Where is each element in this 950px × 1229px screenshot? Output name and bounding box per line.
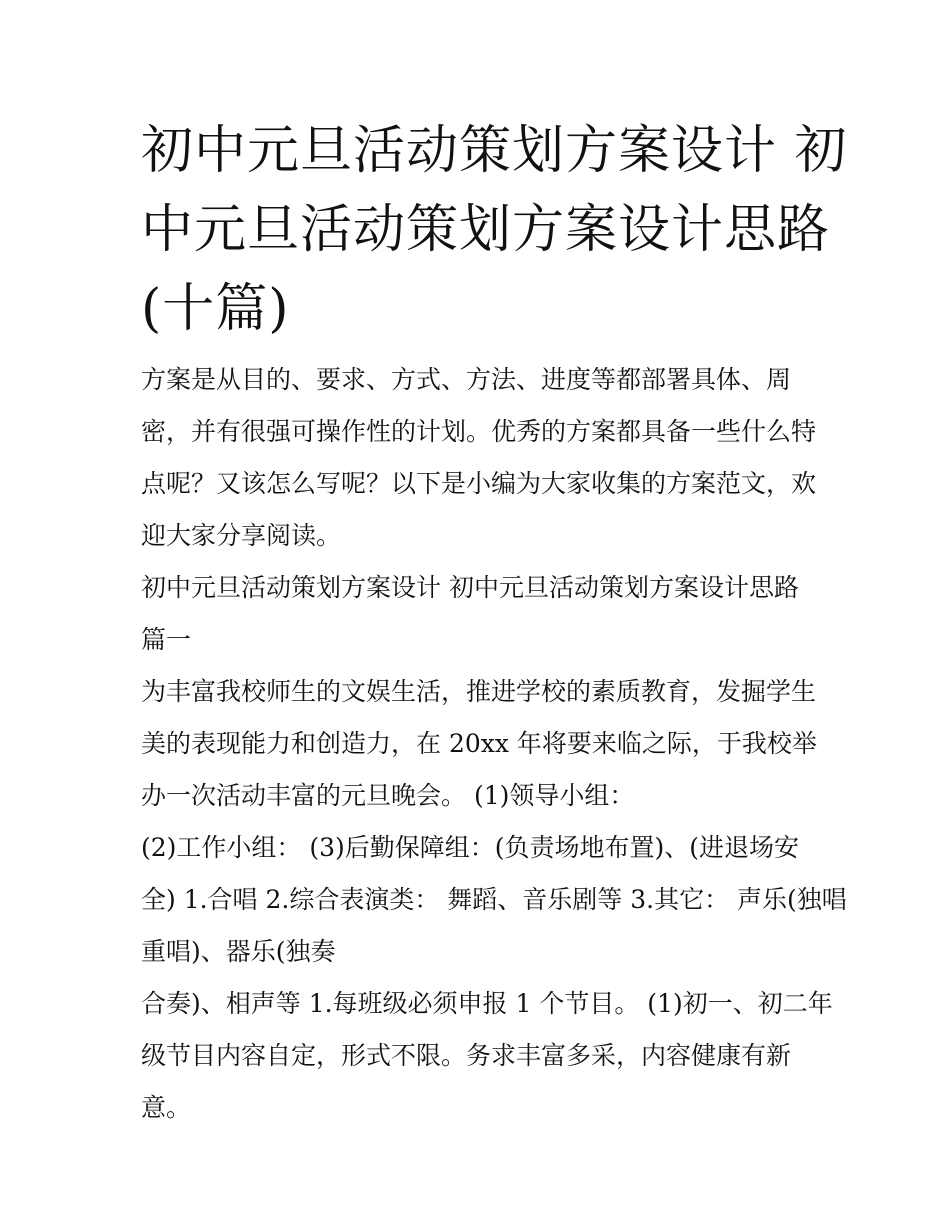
body-line: 合奏)、相声等 1.每班级必须申报 1 个节目。 (1)初一、初二年 [141, 989, 833, 1018]
body-line: 密，并有很强可操作性的计划。优秀的方案都具备一些什么特 [141, 417, 817, 446]
document-title [141, 112, 848, 349]
document-body [141, 354, 847, 1134]
body-line: 意。 [141, 1093, 192, 1122]
body-line: 为丰富我校师生的文娱生活，推进学校的素质教育，发掘学生 [141, 677, 817, 706]
body-line: 方案是从目的、要求、方式、方法、进度等都部署具体、周 [141, 365, 792, 394]
body-line: 级节目内容自定，形式不限。务求丰富多采，内容健康有新 [141, 1041, 792, 1070]
title-line: 初中元旦活动策划方案设计 初 [141, 121, 848, 181]
body-line: 美的表现能力和创造力，在 20xx 年将要来临之际，于我校举 [141, 729, 817, 758]
body-line: 办一次活动丰富的元旦晚会。 (1)领导小组： [141, 781, 635, 810]
section-heading-line: 篇一 [141, 625, 192, 654]
title-line: (十篇) [141, 279, 290, 339]
section-heading-line: 初中元旦活动策划方案设计 初中元旦活动策划方案设计思路 [141, 573, 799, 602]
body-line: 重唱)、器乐(独奏 [141, 937, 336, 966]
body-line: 迎大家分享阅读。 [141, 521, 342, 550]
body-line: (2)工作小组： (3)后勤保障组：(负责场地布置)、(进退场安 [141, 833, 800, 862]
body-line: 全) 1.合唱 2.综合表演类： 舞蹈、音乐剧等 3.其它： 声乐(独唱 [141, 885, 847, 914]
body-line: 点呢？又该怎么写呢？以下是小编为大家收集的方案范文，欢 [141, 469, 817, 498]
title-line: 中元旦活动策划方案设计思路 [141, 200, 831, 260]
